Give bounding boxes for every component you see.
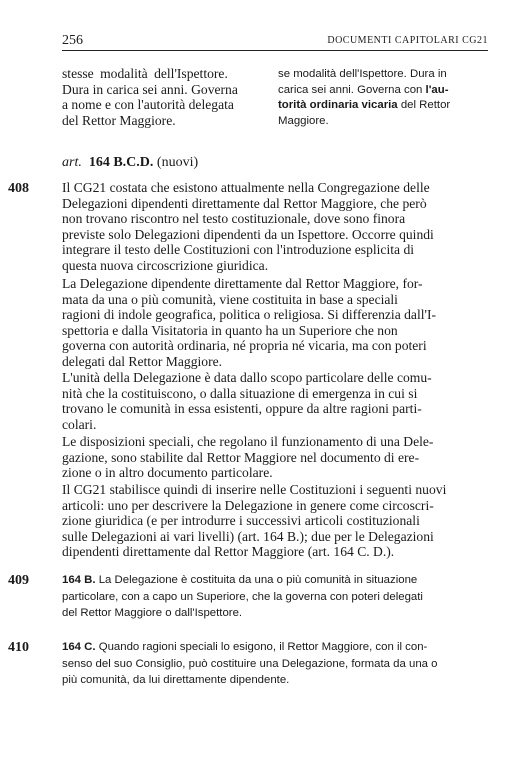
text-line: articoli: uno per descrivere la Delegazione in genere come circoscri-	[62, 497, 434, 513]
text-run: La Delegazione è costituita da una o più comunità in situazione	[95, 574, 418, 586]
text-line: stesse modalità dell'Ispettore.	[62, 66, 228, 81]
article-label: 164 B.	[62, 574, 96, 586]
header-rule	[62, 50, 488, 51]
text-run: carica sei anni. Governa con	[278, 83, 426, 96]
text-run: Quando ragioni speciali lo esigono, il Rettor Maggiore, con il con-	[95, 641, 428, 653]
text-line	[278, 83, 488, 99]
text-line: più comunità, da lui direttamente dipendente.	[62, 674, 290, 686]
paragraph	[62, 276, 488, 369]
article-label: 164 C.	[62, 641, 96, 653]
text-line: gazione, sono stabilite dal Rettor Maggiore nel documento di ere-	[62, 449, 420, 465]
text-line	[62, 572, 488, 589]
paragraph	[62, 180, 488, 273]
text-line: particolare, con a capo un Superiore, che la governa con poteri delegati	[62, 590, 423, 603]
text-line: Il CG21 costata che esistono attualmente nella Congregazione delle	[62, 180, 430, 195]
text-line: Maggiore.	[278, 114, 329, 127]
text-line: sulle Delegazioni ai vari livelli) (art. 164 B.); due per le Delegazioni	[62, 528, 434, 544]
text-line: previste solo Delegazioni dipendenti da un Ispettore. Occorre quindi	[62, 226, 434, 242]
paragraph	[62, 482, 488, 560]
text-line: spettoria e dalla Visitatoria in quanto ha un Superiore che non	[62, 322, 398, 338]
text-line: ragioni di indole geografica, politica o religiosa. Si differenzia dall'I-	[62, 307, 437, 322]
constitution-article	[62, 639, 488, 689]
text-line: integrare il testo delle Costituzioni con l'introduzione esplicita di	[62, 242, 415, 257]
text-line	[278, 98, 488, 114]
constitution-article	[62, 572, 488, 622]
text-run: del Rettor	[397, 99, 451, 112]
bold-run: torità ordinaria vicaria	[278, 99, 398, 112]
paragraph-number: 408	[8, 181, 29, 196]
text-line: governa con autorità ordinaria, né propria né vicaria, ma con poteri	[62, 338, 427, 353]
text-line: del Rettor Maggiore.	[62, 112, 176, 128]
text-line: L'unità della Delegazione è data dallo scopo particolare delle comu-	[62, 370, 432, 385]
article-note: (nuovi)	[156, 155, 199, 170]
text-line: Dura in carica sei anni. Governa	[62, 81, 238, 97]
text-line: del Rettor Maggiore o dall'Ispettore.	[62, 607, 243, 619]
text-line: questa nuova circoscrizione giuridica.	[62, 257, 269, 273]
text-line: senso del suo Consiglio, può costituire una Delegazione, formata da una o	[62, 657, 438, 670]
comparison-right-column	[278, 67, 488, 129]
text-line: Le disposizioni speciali, che regolano il funzionamento di una Dele-	[62, 434, 434, 449]
paragraph-number: 409	[8, 573, 29, 588]
text-line	[62, 639, 488, 656]
page-header	[62, 33, 488, 49]
text-line: Il CG21 stabilisce quindi di inserire nelle Costituzioni i seguenti nuovi	[62, 482, 447, 497]
bold-run: l'au-	[425, 83, 449, 96]
paragraph	[62, 370, 488, 432]
text-line: zione o in altro documento particolare.	[62, 465, 273, 480]
text-line: mata da una o più comunità, viene costituita in base a speciali	[62, 291, 398, 307]
text-line: trovano le comunità in essa esistenti, oppure da altre ragioni parti-	[62, 401, 422, 416]
article-code: 164 B.C.D.	[88, 155, 154, 170]
text-line: se modalità dell'Ispettore. Dura in	[278, 68, 447, 80]
article-abbr: art.	[62, 155, 82, 170]
article-heading	[62, 155, 198, 171]
text-line: Delegazioni dipendenti direttamente dal Rettor Maggiore, che però	[62, 195, 427, 211]
text-line: La Delegazione dipendente direttamente dal Rettor Maggiore, for-	[62, 276, 423, 291]
paragraph-number: 410	[8, 640, 29, 655]
text-line: nità che la costituiscono, o dalla situazione di emergenza in cui si	[62, 385, 418, 401]
text-line: a nome e con l'autorità delegata	[62, 97, 234, 113]
comparison-left-column	[62, 66, 276, 128]
text-line: colari.	[62, 416, 97, 432]
text-line: delegati dal Rettor Maggiore.	[62, 353, 223, 369]
paragraph	[62, 434, 488, 481]
running-head: DOCUMENTI CAPITOLARI CG21	[327, 35, 488, 46]
page-number: 256	[62, 33, 83, 48]
text-line: non trovano riscontro nel testo costituzionale, dove sono finora	[62, 211, 406, 226]
text-line: zione giuridica (e per introdurre i successivi articoli costituzionali	[62, 513, 420, 528]
text-line: dipendenti direttamente dal Rettor Maggiore (art. 164 C. D.).	[62, 544, 395, 559]
